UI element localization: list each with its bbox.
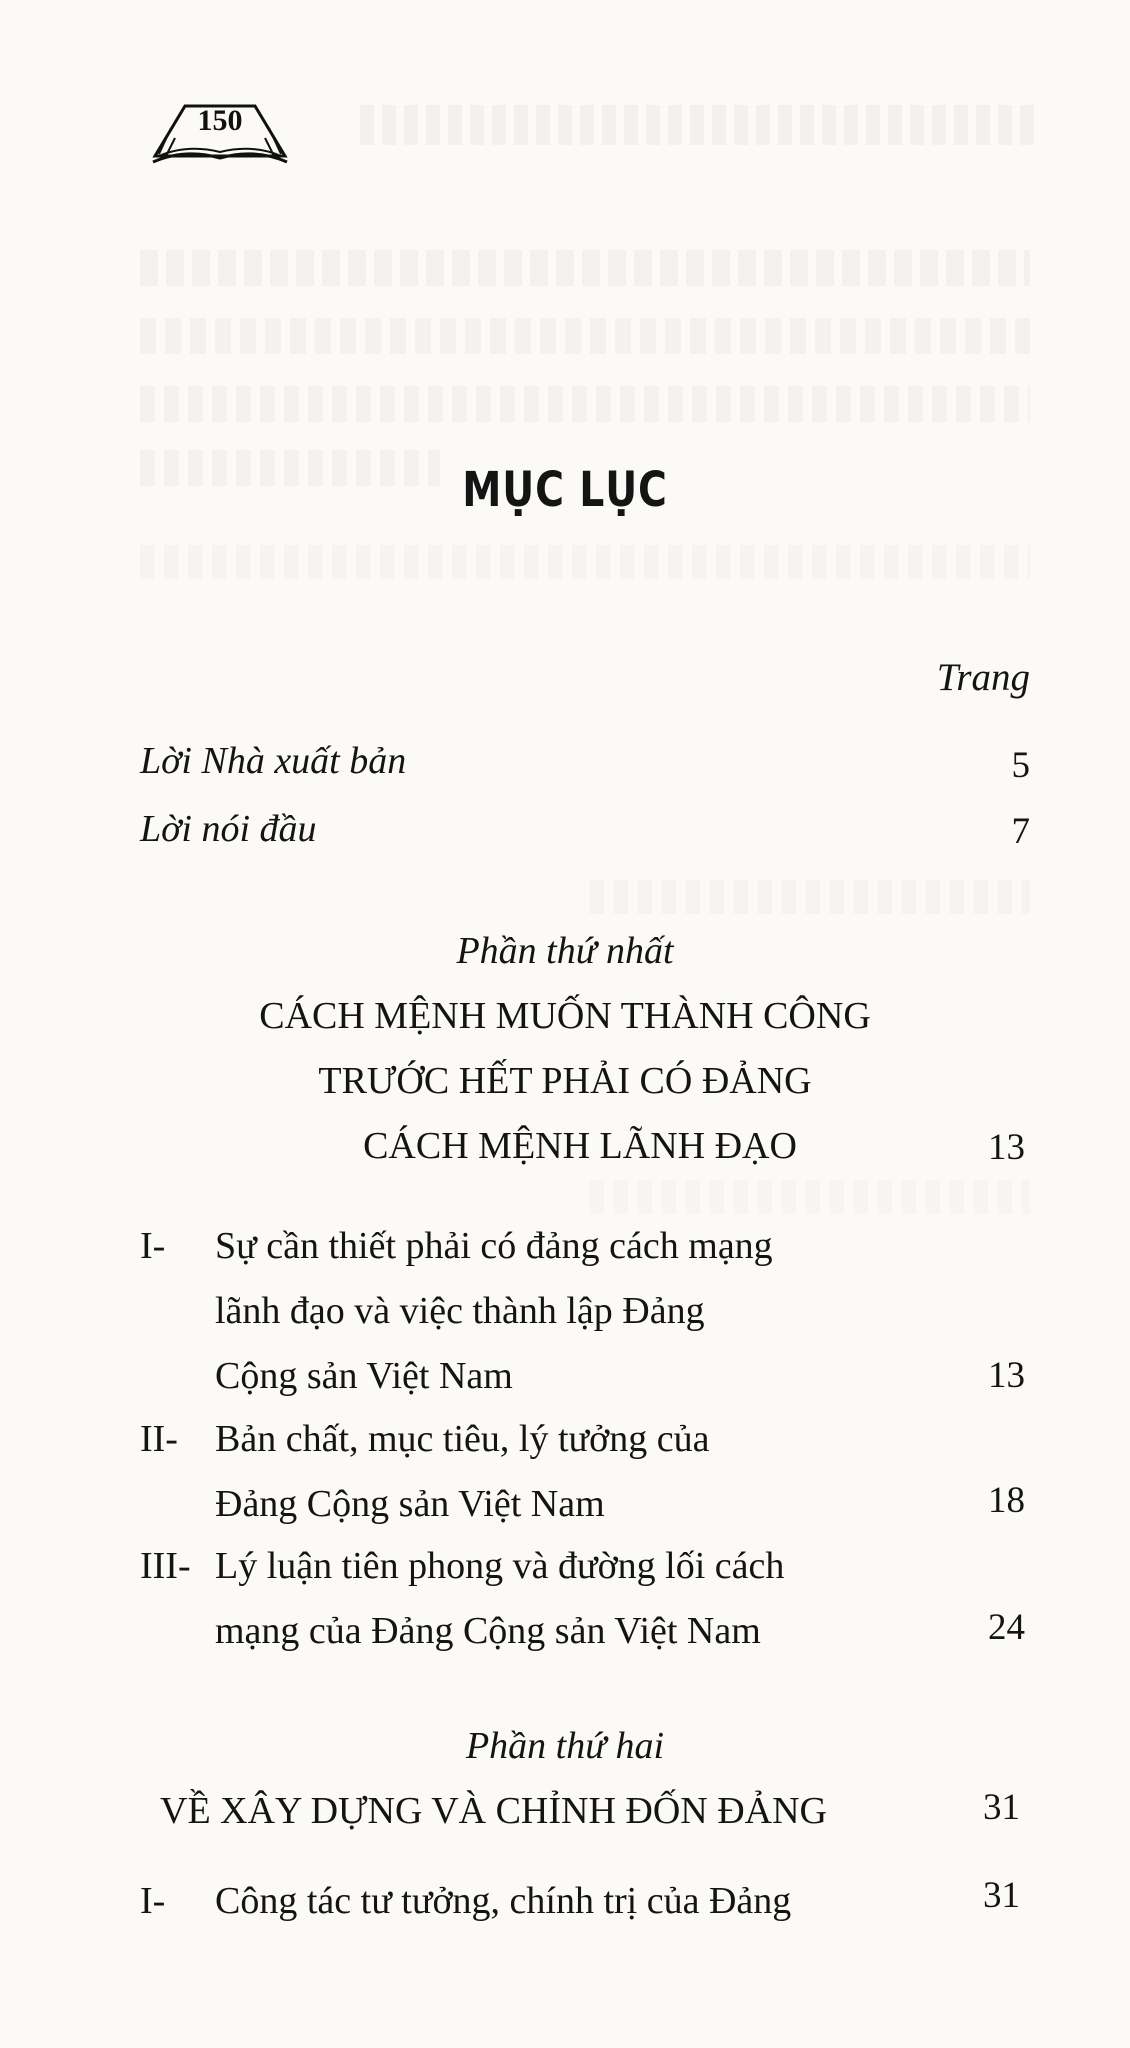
- part-heading: Phần thứ hai: [465, 1725, 665, 1767]
- section-line: Công tác tư tưởng, chính trị của Đảng: [215, 1880, 792, 1922]
- section-page: 24: [988, 1607, 1025, 1648]
- section-page: 31: [983, 1875, 1020, 1916]
- part-title-line: CÁCH MỆNH LÃNH ĐẠO: [363, 1125, 797, 1167]
- section-line: Đảng Cộng sản Việt Nam: [215, 1483, 605, 1525]
- page-number: 150: [197, 104, 243, 137]
- part-title-line: TRƯỚC HẾT PHẢI CÓ ĐẢNG: [318, 1060, 812, 1102]
- toc-entry-page: 7: [1011, 811, 1030, 852]
- toc-entry-label: Lời Nhà xuất bản: [140, 740, 407, 782]
- part-page: 31: [983, 1787, 1020, 1828]
- section-page: 18: [988, 1480, 1025, 1521]
- section-number: I-: [140, 1880, 166, 1922]
- section-line: Lý luận tiên phong và đường lối cách: [215, 1545, 785, 1587]
- page-number-badge: [145, 98, 295, 170]
- part-page: 13: [988, 1127, 1025, 1168]
- section-line: lãnh đạo và việc thành lập Đảng: [215, 1290, 705, 1332]
- toc-entry-label: Lời nói đầu: [140, 808, 317, 850]
- toc-entry-page: 5: [1011, 745, 1030, 786]
- section-number: II-: [140, 1418, 178, 1460]
- section-page: 13: [988, 1355, 1025, 1396]
- section-line: Cộng sản Việt Nam: [215, 1355, 513, 1397]
- part-heading: Phần thứ nhất: [456, 930, 674, 972]
- part-title-line: CÁCH MỆNH MUỐN THÀNH CÔNG: [259, 995, 871, 1037]
- part-title: VỀ XÂY DỰNG VÀ CHỈNH ĐỐN ĐẢNG: [160, 1790, 828, 1832]
- section-line: mạng của Đảng Cộng sản Việt Nam: [215, 1610, 761, 1652]
- toc-title: MỤC LỤC: [462, 462, 668, 518]
- page-column-label: Trang: [936, 656, 1030, 699]
- section-line: Bản chất, mục tiêu, lý tưởng của: [215, 1418, 710, 1460]
- section-line: Sự cần thiết phải có đảng cách mạng: [215, 1225, 773, 1267]
- section-number: I-: [140, 1225, 166, 1267]
- section-number: III-: [140, 1545, 191, 1587]
